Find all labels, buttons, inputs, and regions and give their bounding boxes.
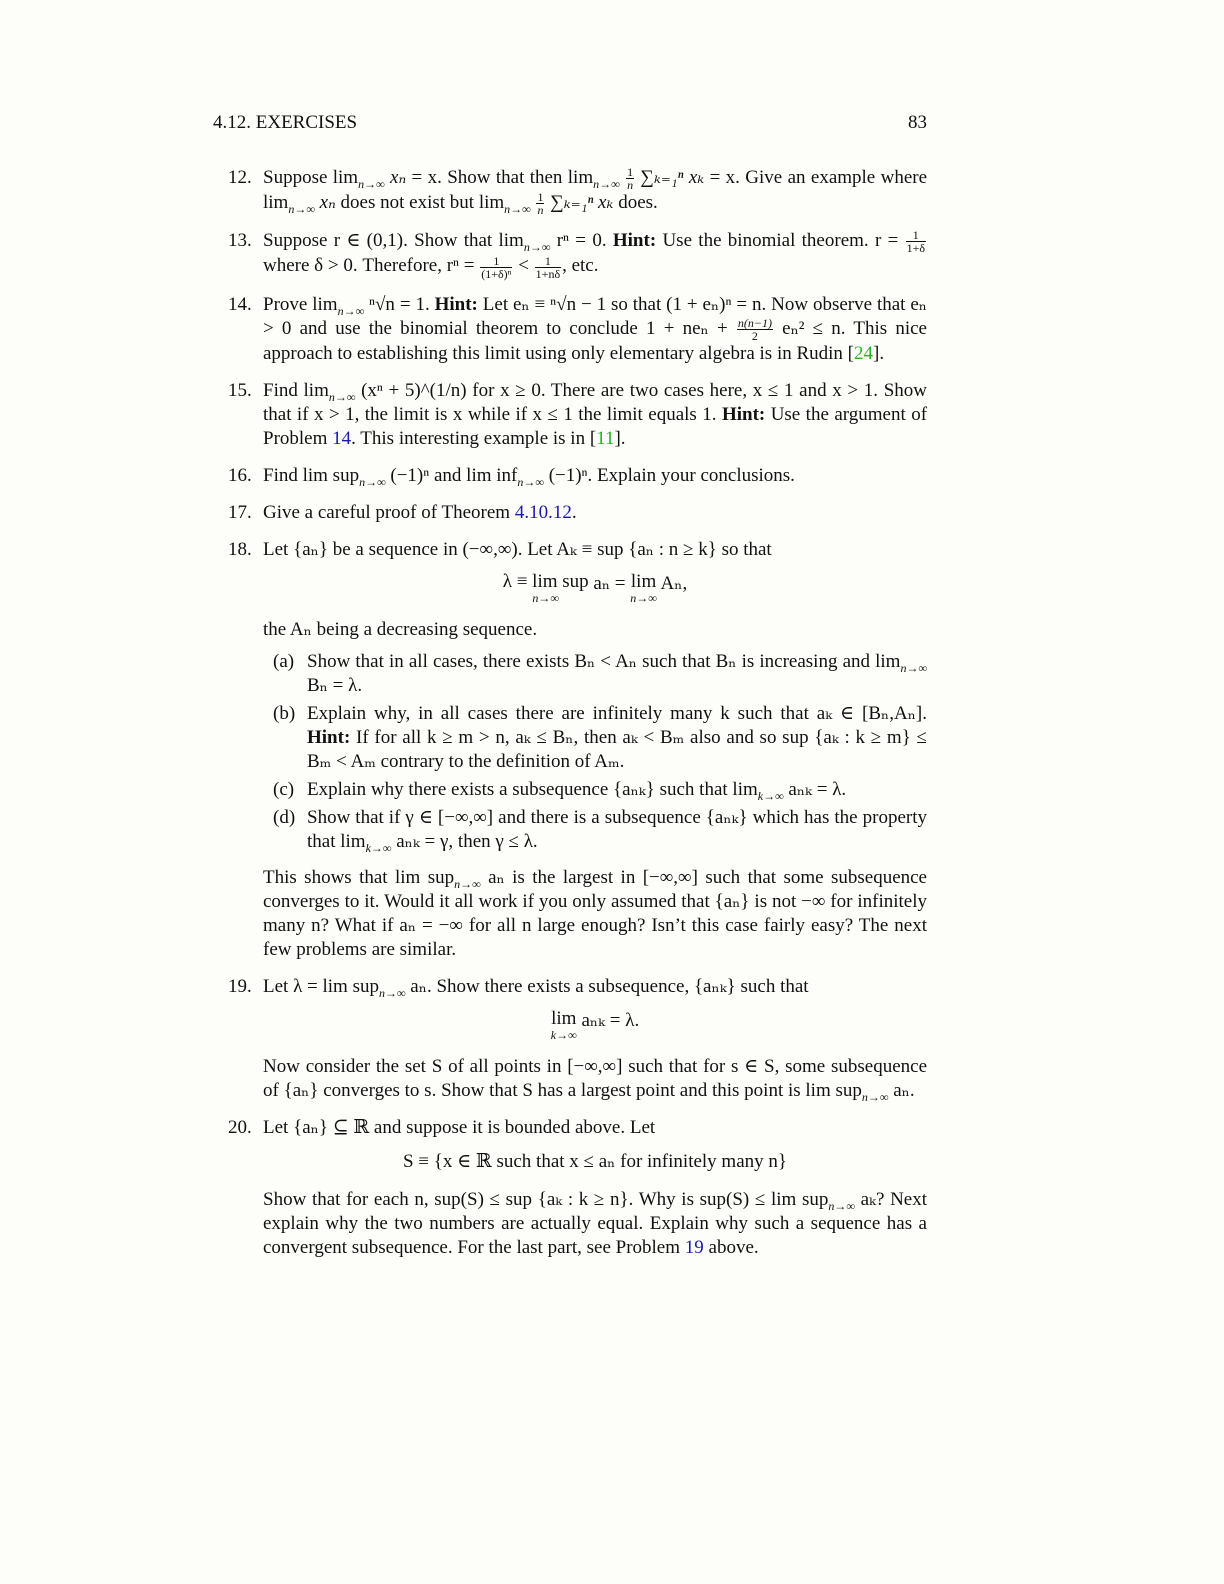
exercise-list [213, 166, 927, 1260]
text: lim [551, 1007, 577, 1029]
text: does. [613, 192, 658, 214]
limit-subscript: n→∞ [630, 590, 657, 605]
limit-subscript: n→∞ [337, 303, 365, 318]
text: . [571, 501, 577, 523]
math: ∑ₖ₌₁ⁿ xₖ [635, 167, 705, 188]
text: Bₙ = λ. [307, 674, 363, 696]
math: xₙ [314, 192, 336, 214]
text: Now consider the set S of all points in [−∞,∞] such that for s ∈ S, some subsequence of {aₙ} converges to s. Show that S has a largest point and this point is lim sup [263, 1055, 927, 1101]
limit-subscript: n→∞ [454, 876, 481, 891]
limit-subscript: n→∞ [900, 660, 927, 675]
part-label: (b) [273, 702, 296, 724]
text: Find lim sup [263, 464, 360, 486]
limit-subscript: k→∞ [757, 788, 784, 803]
theorem-link[interactable]: 4.10.12 [514, 501, 572, 523]
text: eₙ² ≤ n. This nice approach to establishing this limit using only elementary algebra is in Rudin [ [263, 317, 927, 364]
limit-subscript: n→∞ [359, 474, 386, 489]
limit-subscript: n→∞ [378, 985, 406, 1000]
numerator: 1 [627, 165, 634, 180]
text: where δ > 0. Therefore, rⁿ = [263, 255, 475, 277]
text: , etc. [562, 255, 599, 277]
text: lim [630, 570, 657, 592]
exercise-18 [213, 538, 927, 962]
hint-label: Hint: [307, 726, 351, 748]
fraction [906, 229, 926, 254]
text: aₙₖ = λ. [576, 1009, 640, 1031]
text: (−1)ⁿ. Explain your conclusions. [543, 464, 795, 486]
exercise-20 [213, 1116, 927, 1260]
text: (−1)ⁿ and lim inf [385, 464, 518, 486]
part-b [263, 702, 927, 774]
text: Use the argument of Problem [263, 403, 928, 449]
fraction [626, 166, 634, 191]
denominator: 1+nδ [535, 266, 561, 281]
text: Show that in all cases, there exists Bₙ < Aₙ such that Bₙ is increasing and lim [307, 650, 901, 672]
hint-label: Hint: [721, 403, 766, 425]
text: ]. [614, 427, 626, 449]
exercise-13 [213, 229, 927, 279]
text: aₙ = [588, 572, 631, 594]
document-page [213, 110, 927, 1273]
text: aₙ is the largest in [−∞,∞] such that some subsequence converges to it. Would it all work if you only assumed that {aₙ} is not −∞ for infinitely many n? What if aₙ = −∞ for all n large enough? Isn’t this case fairly easy? The next few problems are similar. [263, 866, 927, 960]
denominator: n [627, 178, 634, 193]
text: does not exist but lim [335, 192, 505, 214]
exercise-16 [213, 464, 927, 488]
text: Let {aₙ} be a sequence in (−∞,∞). Let Aₖ ≡ sup {aₙ : n ≥ k} so that [263, 538, 772, 560]
text: If for all k ≥ m > n, aₖ ≤ Bₙ, then aₖ < Bₘ also and so sup {aₖ : k ≥ m} ≤ Bₘ < Aₘ contrary to the definition of Aₘ. [307, 726, 927, 772]
exercise-19 [213, 975, 927, 1103]
denominator: n [537, 203, 544, 218]
denominator: (1+δ)ⁿ [481, 266, 512, 281]
numerator: 1 [480, 255, 512, 268]
text: Let {aₙ} ⊆ ℝ and suppose it is bounded above. Let [263, 1116, 656, 1138]
text: Suppose lim [263, 167, 359, 188]
exercise-number: 13. [228, 230, 252, 252]
part-label: (c) [273, 778, 295, 800]
fraction [535, 255, 561, 280]
text: above. [703, 1236, 759, 1258]
text: λ ≡ lim sup [502, 570, 589, 592]
exercise-12 [213, 166, 927, 216]
exercise-17 [213, 501, 927, 525]
exercise-14 [213, 293, 927, 366]
fraction [737, 317, 773, 342]
exercise-number: 12. [228, 167, 252, 188]
text: aₙₖ = γ, then γ ≤ λ. [391, 830, 538, 852]
citation-link-24[interactable]: 24 [854, 342, 874, 364]
display-equation [263, 1009, 927, 1041]
sub-parts [263, 650, 927, 854]
limit-subscript: n→∞ [328, 389, 356, 404]
page-number: 83 [908, 112, 927, 133]
limit-subscript: n→∞ [861, 1089, 889, 1104]
numerator: n(n−1) [737, 315, 772, 330]
exercise-number: 18. [228, 538, 252, 560]
limit-subscript: k→∞ [550, 1027, 577, 1042]
limsup-operator [503, 572, 589, 604]
limit-subscript: n→∞ [828, 1198, 855, 1213]
text: . This interesting example is in [ [351, 427, 597, 449]
exercise-number: 19. [228, 975, 252, 997]
text: Explain why there exists a subsequence {aₙₖ} such that lim [307, 778, 758, 800]
limit-subscript: n→∞ [358, 176, 385, 191]
limit-subscript: n→∞ [593, 176, 620, 191]
text: This shows that lim sup [263, 866, 455, 888]
lim-operator [630, 572, 657, 604]
text: (xⁿ + 5)^(1/n) for x ≥ 0. There are two cases here, x ≤ 1 and x > 1. Show that if x > 1, the limit is x while if x ≤ 1 the limit equals 1. [263, 379, 927, 425]
exercise-number: 20. [228, 1116, 252, 1138]
limit-subscript: k→∞ [365, 840, 392, 855]
text: = x. Show that then lim [406, 167, 594, 188]
hint-label: Hint: [434, 293, 478, 315]
part-d [263, 806, 927, 854]
text: Explain why, in all cases there are infinitely many k such that aₖ ∈ [Bₙ,Aₙ]. [307, 702, 927, 724]
text: rⁿ = 0. [550, 230, 607, 252]
exercise-number: 14. [228, 293, 252, 315]
part-c [263, 778, 927, 802]
text: Use the binomial theorem. r = [656, 230, 899, 252]
part-label: (d) [273, 806, 296, 828]
problem-link-14[interactable]: 14 [332, 427, 352, 449]
numerator: 1 [535, 255, 561, 268]
math: xₙ [384, 167, 407, 188]
numerator: 1 [537, 190, 544, 205]
exercise-number: 16. [228, 464, 252, 486]
text: Give a careful proof of Theorem [263, 501, 515, 523]
text: = x. Give an example where lim [263, 167, 928, 214]
text: Show that for each n, sup(S) ≤ sup {aₖ : k ≥ n}. Why is sup(S) ≤ lim sup [263, 1188, 829, 1210]
text: Find lim [263, 379, 329, 401]
text: ⁿ√n = 1. [364, 293, 430, 315]
display-equation [263, 572, 927, 604]
problem-link-19[interactable]: 19 [684, 1236, 704, 1258]
lim-operator [551, 1009, 577, 1041]
text: the Aₙ being a decreasing sequence. [263, 618, 538, 640]
text: Suppose r ∈ (0,1). Show that lim [263, 230, 524, 252]
limit-subscript: n→∞ [517, 474, 544, 489]
text: Aₙ, [656, 572, 688, 594]
text: aₙ. Show there exists a subsequence, {aₙₖ} such that [405, 975, 809, 997]
exercise-number: 15. [228, 379, 252, 401]
text: Let eₙ ≡ ⁿ√n − 1 so that (1 + eₙ)ⁿ = n. Now observe that eₙ > 0 and use the binomial theorem to conclude 1 + neₙ + [263, 293, 927, 339]
text: aₙₖ = λ. [783, 778, 847, 800]
text: Let λ = lim sup [263, 975, 379, 997]
denominator: 1+δ [906, 241, 926, 256]
exercise-15 [213, 379, 927, 451]
text: aₖ? Next explain why the two numbers are actually equal. Explain why such a sequence has a convergent subsequence. For the last part, see Problem [263, 1188, 928, 1258]
part-label: (a) [273, 650, 295, 672]
fraction [480, 255, 512, 280]
text: ]. [873, 342, 885, 364]
denominator: 2 [751, 328, 758, 343]
running-header [213, 110, 927, 136]
limit-subscript: n→∞ [288, 201, 315, 216]
exercise-number: 17. [228, 501, 252, 523]
limit-subscript: n→∞ [532, 590, 559, 605]
text: aₙ. [888, 1079, 915, 1101]
paragraph [263, 866, 927, 962]
hint-label: Hint: [612, 230, 657, 252]
section-title: 4.12. EXERCISES [213, 112, 358, 133]
limit-subscript: n→∞ [523, 240, 551, 255]
citation-link-11[interactable]: 11 [596, 427, 615, 449]
text: < [513, 255, 529, 277]
numerator: 1 [906, 229, 926, 242]
part-a [263, 650, 927, 698]
limit-subscript: n→∞ [504, 201, 531, 216]
math: ∑ₖ₌₁ⁿ xₖ [545, 192, 614, 214]
text: Prove lim [263, 293, 338, 315]
fraction [536, 191, 544, 216]
display-equation: S ≡ {x ∈ ℝ such that x ≤ aₙ for infinitely many n} [402, 1150, 788, 1172]
text: Show that if γ ∈ [−∞,∞] and there is a subsequence {aₙₖ} which has the property that lim [307, 806, 927, 852]
